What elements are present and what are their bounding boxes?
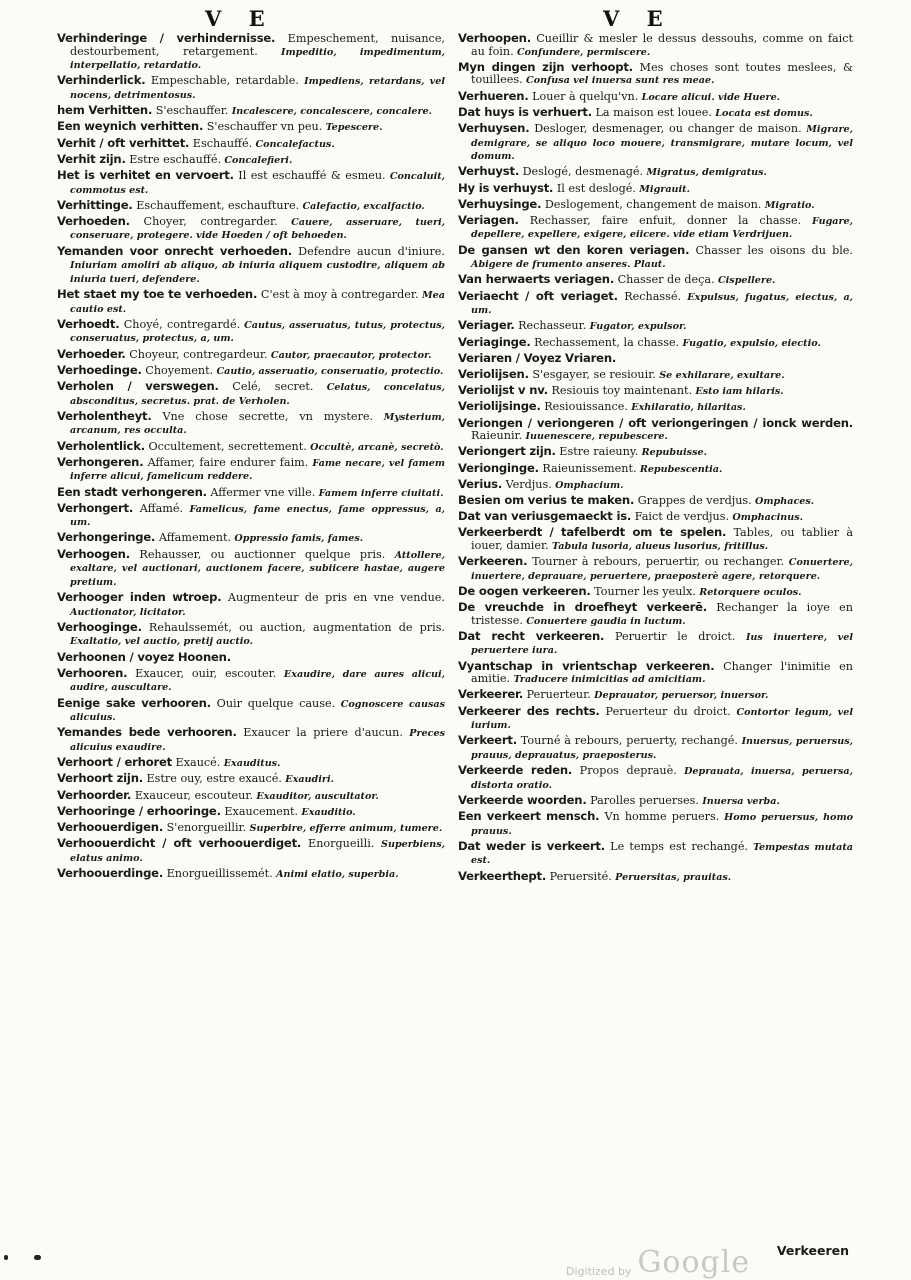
dictionary-entry	[57, 502, 445, 530]
latin-gloss: Confundere, permiscere.	[513, 46, 651, 58]
headword: Yemanden voor onrecht verhoeden.	[57, 243, 292, 258]
headword: hem Verhitten.	[57, 103, 153, 118]
dictionary-entry	[458, 417, 853, 444]
french-gloss: Exaucer, ouir, escouter.	[127, 666, 277, 680]
latin-gloss: Confusa vel inuersa sunt res meae.	[522, 75, 715, 87]
latin-gloss: Repubuisse.	[638, 447, 707, 459]
latin-gloss: Contortor legum, vel iurium.	[471, 706, 854, 732]
latin-gloss: Fugatio, expulsio, eiectio.	[679, 337, 821, 349]
latin-gloss: Exaltatio, vel auctio, pretij auctio.	[70, 636, 253, 648]
latin-gloss: Locata est domus.	[711, 107, 813, 119]
dictionary-entry	[57, 380, 445, 408]
dictionary-entry	[57, 364, 445, 379]
dictionary-entry	[458, 445, 853, 460]
dictionary-entry	[57, 821, 445, 836]
latin-gloss: Peruersitas, prauitas.	[611, 871, 732, 883]
digitized-prefix: Digitized by	[566, 1265, 632, 1278]
latin-gloss: Cispellere.	[714, 275, 776, 287]
headword: Verkeerthept.	[458, 868, 547, 883]
dictionary-entry	[458, 660, 853, 687]
french-gloss: Raieunissement.	[538, 461, 637, 475]
dictionary-entry	[57, 74, 445, 102]
catchword: Verkeeren	[776, 1243, 849, 1258]
headword: De gansen wt den koren veriagen.	[458, 242, 690, 257]
latin-gloss: Iuuenescere, repubescere.	[522, 431, 668, 443]
headword: Verhittinge.	[57, 197, 133, 212]
latin-gloss: Omphacinus.	[729, 512, 803, 524]
latin-gloss: Tempestas mutata est.	[471, 841, 853, 867]
french-gloss: S'eschauffer.	[152, 104, 229, 118]
dictionary-entry	[57, 456, 445, 484]
latin-gloss: Impeditio, impedimentum, interpellatio, retardatio.	[70, 46, 445, 72]
headword: Veriager.	[458, 318, 515, 333]
latin-gloss: Auctionator, licitator.	[70, 606, 186, 618]
latin-gloss: Calefactio, excalfactio.	[299, 200, 425, 212]
french-gloss: Raieunir.	[471, 429, 523, 443]
latin-gloss: Retorquere oculos.	[695, 586, 802, 598]
dictionary-entry	[57, 137, 445, 152]
french-gloss: Deslogé, desmenagé.	[519, 165, 644, 179]
french-gloss: S'eschauffer vn peu.	[203, 120, 323, 134]
headword: Verhoort zijn.	[57, 771, 143, 786]
dictionary-entry	[57, 348, 445, 363]
headword: Verhueren.	[458, 88, 529, 103]
french-gloss: Tables, ou tablier à iouer, damier.	[471, 526, 853, 552]
french-gloss: Changer l'inimitie en amitie.	[471, 659, 853, 686]
headword: Verholentlick.	[57, 438, 145, 453]
french-gloss: Le temps est rechangé.	[604, 839, 748, 853]
headword: Verius.	[458, 476, 503, 491]
headword: Verkeerberdt / tafelberdt om te spelen.	[458, 525, 727, 540]
dictionary-entry	[57, 837, 445, 865]
dictionary-entry	[458, 273, 853, 288]
latin-gloss: Mysterium, arcanum, res occulta.	[70, 411, 446, 437]
headword: Veriagen.	[458, 212, 519, 227]
french-gloss: Rehaulssemét, ou auction, augmentation de pris.	[141, 620, 445, 634]
dictionary-entry	[57, 120, 445, 135]
french-gloss: Affamé.	[133, 501, 184, 515]
latin-gloss: Attollere, exaltare, vel auctionari, auctionem facere, subiicere hastae, augere pretium.	[70, 549, 445, 588]
latin-gloss: Conuertere, inuertere, deprauare, peruertere, praeposterè agere, retorquere.	[471, 557, 853, 582]
headword: Het staet my toe te verhoeden.	[57, 287, 258, 302]
right-running-head: V E	[603, 6, 673, 31]
headword: Verhuysinge.	[458, 196, 542, 211]
latin-gloss: Locare alicui. vide Huere.	[638, 91, 781, 103]
headword: Verhoeder.	[57, 346, 126, 361]
french-gloss: Empeschement, nuisance, destourbement, retargement.	[70, 32, 445, 58]
headword: Veriongen / veriongeren / oft veriongeringen / ionck werden.	[458, 415, 853, 430]
latin-gloss: Abigere de frumento anseres. Plaut.	[471, 259, 666, 271]
latin-gloss: Migrare, demigrare, se aliquo loco mouere, transmigrare, mutare locum, vel domum.	[471, 123, 853, 163]
latin-gloss: Cautus, asseruatus, tutus, protectus, conseruatus, protectus, a, um.	[70, 319, 445, 345]
dictionary-entry	[458, 840, 853, 868]
french-gloss: Tourner à rebours, peruertir, ou rechanger.	[527, 555, 785, 569]
dictionary-entry	[458, 764, 853, 792]
french-gloss: Rehausser, ou auctionner quelque pris.	[129, 547, 386, 561]
french-gloss: Rechassement, la chasse.	[530, 335, 680, 349]
french-gloss: Exaucer la priere d'aucun.	[236, 726, 403, 740]
dictionary-entry	[57, 199, 445, 214]
french-gloss: Chasser les oisons du ble.	[689, 243, 853, 257]
french-gloss: Estre raieuny.	[555, 445, 639, 459]
headword: Eenige sake verhooren.	[57, 695, 211, 710]
headword: Vyantschap in vrientschap verkeeren.	[458, 658, 715, 673]
latin-gloss: Inuersa verba.	[698, 795, 780, 807]
headword: Verkeeren.	[458, 554, 528, 569]
french-gloss: Exauceur, escouteur.	[131, 788, 254, 802]
headword: Veriongert zijn.	[458, 444, 556, 459]
latin-gloss: Animi elatio, superbia.	[272, 868, 399, 880]
french-gloss: Empeschable, retardable.	[145, 74, 299, 88]
headword: Veriolijsinge.	[458, 399, 541, 414]
latin-gloss: Inuersus, peruersus, prauus, deprauatus, praeposterus.	[471, 736, 854, 761]
dictionary-entry	[458, 526, 853, 553]
headword: Verhuysen.	[458, 120, 530, 135]
dictionary-entry	[458, 290, 853, 318]
french-gloss: Vne chose secrette, vn mystere.	[151, 409, 374, 423]
french-gloss: Eschauffement, eschaufture.	[132, 198, 300, 212]
latin-gloss: Ius inuertere, vel peruertere iura.	[471, 631, 853, 657]
french-gloss: Exaucé.	[172, 756, 221, 770]
headword: Verionginge.	[458, 460, 539, 475]
headword: Verhooger inden wtroep.	[57, 590, 222, 605]
dictionary-entry	[57, 651, 445, 666]
dictionary-entry	[458, 165, 853, 180]
headword: Verhit zijn.	[57, 151, 126, 166]
latin-gloss: Exaudire, dare aures alicui, audire, auscultare.	[70, 668, 445, 694]
dictionary-entry	[57, 772, 445, 787]
french-gloss: Grappes de verdjus.	[634, 493, 752, 507]
dictionary-entry	[458, 122, 853, 164]
latin-gloss: Esto iam hilaris.	[692, 386, 784, 398]
dictionary-entry	[57, 667, 445, 695]
french-gloss: S'esgayer, se resiouir.	[528, 367, 656, 381]
headword: Van herwaerts veriagen.	[458, 272, 615, 287]
french-gloss: Celé, secret.	[218, 379, 314, 393]
dictionary-entry	[57, 591, 445, 619]
headword: Verhoouerdigen.	[57, 819, 164, 834]
headword: Dat weder is verkeert.	[458, 838, 605, 853]
french-gloss: Defendre aucun d'iniure.	[291, 244, 445, 258]
headword: Myn dingen zijn verhoopt.	[458, 59, 633, 74]
french-gloss: Choyé, contregardé.	[119, 317, 241, 331]
dictionary-entry	[458, 810, 853, 838]
latin-gloss: Deprauata, inuersa, peruersa, distorta oratio.	[471, 766, 853, 791]
french-gloss: S'enorgueillir.	[163, 820, 247, 834]
dictionary-entry	[57, 697, 445, 725]
dictionary-entry	[458, 585, 853, 600]
french-gloss: Tourné à rebours, peruerty, rechangé.	[516, 734, 738, 748]
latin-gloss: Oppressio famis, fames.	[231, 533, 364, 545]
dictionary-entry	[57, 410, 445, 438]
dictionary-entry	[458, 368, 853, 383]
french-gloss: Occultement, secrettement.	[144, 439, 307, 453]
latin-gloss: Iniuriam amoliri ab aliquo, ab iniuria aliquem custodire, aliquem ab iniuria tueri, defendere.	[70, 260, 445, 285]
french-gloss: Peruertir le droict.	[604, 629, 736, 643]
dictionary-entry	[458, 870, 853, 885]
french-gloss: Propos deprauè.	[572, 764, 677, 778]
headword: Verholentheyt.	[57, 408, 152, 423]
dictionary-entry	[458, 400, 853, 415]
latin-gloss: Exauditus.	[220, 758, 281, 770]
headword: Verkeerde reden.	[458, 763, 573, 778]
left-column	[57, 32, 445, 883]
headword: Een verkeert mensch.	[458, 809, 600, 824]
latin-gloss: Mea cautio est.	[70, 290, 445, 315]
headword: Verhinderinge / verhindernisse.	[57, 31, 276, 45]
dictionary-entry	[458, 61, 853, 88]
french-gloss: Peruerteur du droict.	[599, 704, 731, 718]
headword: Verkeert.	[458, 733, 517, 748]
headword: Verhoouerdicht / oft verhoouerdiget.	[57, 836, 302, 851]
headword: Veriaginge.	[458, 334, 531, 349]
french-gloss: Chasser de deça.	[614, 273, 715, 287]
latin-gloss: Superbiens, elatus animo.	[70, 839, 445, 864]
latin-gloss: Concalefieri.	[221, 154, 293, 166]
french-gloss: Affamer, faire endurer faim.	[143, 455, 309, 469]
latin-gloss: Concaluit, commotus est.	[70, 170, 445, 196]
dictionary-entry	[57, 867, 445, 882]
latin-gloss: Fugare, depellere, expellere, exigere, eiicere. vide etiam Verdrijuen.	[471, 215, 853, 241]
headword: Een weynich verhitten.	[57, 119, 204, 134]
latin-gloss: Se exhilarare, exultare.	[655, 369, 785, 381]
headword: Verhoedinge.	[57, 362, 142, 377]
french-gloss: Eschauffé.	[189, 136, 253, 150]
dictionary-entry	[57, 32, 445, 73]
dictionary-entry	[57, 726, 445, 754]
french-gloss: C'est à moy à contregarder.	[257, 288, 419, 302]
dictionary-entry	[57, 440, 445, 455]
french-gloss: Peruerteur.	[523, 688, 591, 702]
dictionary-entry	[57, 805, 445, 820]
headword: Verkeerde woorden.	[458, 792, 587, 807]
french-gloss: Louer à quelqu'vn.	[528, 89, 639, 103]
french-gloss: Exaucement.	[220, 804, 299, 818]
latin-gloss: Impediens, retardans, vel nocens, detrimentosus.	[70, 76, 446, 101]
french-gloss: Desloger, desmenager, ou changer de maison.	[529, 121, 802, 135]
dictionary-entry	[57, 153, 445, 168]
latin-gloss: Tepescere.	[322, 122, 383, 134]
french-gloss: Choyer, contregarder.	[129, 214, 278, 228]
headword: Dat huys is verhuert.	[458, 104, 592, 119]
dictionary-entry	[458, 510, 853, 525]
latin-gloss: Expulsus, fugatus, eiectus, a, um.	[471, 291, 853, 317]
dictionary-entry	[458, 319, 853, 334]
headword: Veriaren / Voyez Vriaren.	[458, 350, 617, 365]
latin-gloss: Exhilaratio, hilaritas.	[627, 402, 746, 414]
headword: Yemandes bede verhooren.	[57, 725, 237, 740]
latin-gloss: Celatus, concelatus, absconditus, secretus. prat. de Verholen.	[70, 381, 445, 407]
dictionary-entry	[458, 688, 853, 703]
headword: Het is verhitet en vervoert.	[57, 167, 234, 182]
dictionary-entry	[458, 555, 853, 583]
french-gloss: Tourner les yeulx.	[590, 584, 696, 598]
latin-gloss: Preces alicuius exaudire.	[70, 728, 445, 753]
dictionary-entry	[57, 245, 445, 287]
headword: Verhoort / erhoret	[57, 755, 172, 770]
latin-gloss: Famem inferre ciuitati.	[315, 487, 444, 499]
latin-gloss: Omphaces.	[751, 495, 815, 507]
dictionary-entry	[458, 494, 853, 509]
dictionary-entry	[458, 734, 853, 762]
french-gloss: Cueillir & mesler le dessus dessouhs, comme on faict au foin.	[471, 32, 853, 58]
headword: De vreuchde in droefheyt verkeerē.	[458, 600, 708, 614]
ink-mark	[34, 1255, 41, 1260]
latin-gloss: Fame necare, vel famem inferre alicui, famelicum reddere.	[70, 457, 445, 483]
latin-gloss: Occultè, arcanè, secretò.	[306, 441, 444, 453]
headword: Verhooginge.	[57, 619, 142, 634]
headword: Veriolijsen.	[458, 366, 529, 381]
headword: Verhuyst.	[458, 164, 520, 179]
headword: Een stadt verhongeren.	[57, 484, 207, 499]
dictionary-entry	[458, 384, 853, 399]
dictionary-entry	[57, 756, 445, 771]
headword: Verhooringe / erhooringe.	[57, 803, 221, 818]
french-gloss: Mes choses sont toutes meslees, & touillees.	[471, 60, 853, 87]
headword: Verhinderlick.	[57, 73, 146, 88]
french-gloss: Choyement.	[141, 363, 214, 377]
dictionary-entry	[458, 244, 853, 272]
headword: Verhoonen / voyez Hoonen.	[57, 649, 231, 664]
latin-gloss: Exaudiri.	[281, 774, 334, 786]
latin-gloss: Tabula lusoria, alueus lusorius, fritillus.	[548, 540, 769, 552]
french-gloss: Rechasseur.	[514, 319, 587, 333]
dictionary-entry	[458, 106, 853, 121]
french-gloss: Choyeur, contregardeur.	[125, 347, 268, 361]
french-gloss: Rechassé.	[617, 289, 682, 303]
french-gloss: Ouir quelque cause.	[210, 696, 336, 710]
french-gloss: Il est eschauffé & esmeu.	[233, 168, 386, 182]
dictionary-entry	[57, 531, 445, 546]
latin-gloss: Homo peruersus, homo prauus.	[471, 812, 853, 837]
french-gloss: Rechasser, faire enfuit, donner la chasse.	[518, 213, 802, 227]
latin-gloss: Exauditio.	[298, 806, 356, 818]
headword: Veriaecht / oft veriaget.	[458, 288, 618, 303]
dictionary-entry	[57, 548, 445, 590]
dictionary-entry	[458, 32, 853, 59]
french-gloss: Vn homme peruers.	[599, 810, 720, 824]
headword: Verhooren.	[57, 665, 128, 680]
dictionary-entry	[458, 90, 853, 105]
headword: De oogen verkeeren.	[458, 583, 591, 598]
google-logo: Google	[637, 1245, 751, 1280]
dictionary-entry	[57, 789, 445, 804]
french-gloss: Affamement.	[155, 531, 232, 545]
latin-gloss: Exauditor, auscultator.	[253, 790, 379, 802]
french-gloss: Deslogement, changement de maison.	[541, 197, 762, 211]
french-gloss: Affermer vne ville.	[206, 485, 316, 499]
dictionary-entry	[57, 318, 445, 346]
french-gloss: Estre eschauffé.	[125, 152, 222, 166]
french-gloss: Augmenteur de pris en vne vendue.	[221, 591, 445, 605]
latin-gloss: Traducere inimicitias ad amicitiam.	[510, 674, 706, 686]
headword: Verhongeren.	[57, 454, 144, 469]
headword: Verhoeden.	[57, 213, 130, 228]
dictionary-entry	[458, 630, 853, 658]
latin-gloss: Migratio.	[761, 199, 815, 211]
latin-gloss: Famelicus, fame enectus, fame oppressus, a, um.	[70, 503, 446, 529]
french-gloss: Resiouissance.	[540, 400, 628, 414]
latin-gloss: Cautio, asseruatio, conseruatio, protectio.	[213, 365, 444, 377]
headword: Verhoorder.	[57, 787, 132, 802]
latin-gloss: Fugator, expulsor.	[586, 321, 687, 333]
headword: Verhoopen.	[458, 31, 531, 45]
latin-gloss: Migratus, demigratus.	[643, 167, 767, 179]
digitized-watermark	[566, 1245, 751, 1280]
latin-gloss: Omphacium.	[551, 479, 624, 491]
headword: Dat van veriusgemaeckt is.	[458, 509, 632, 524]
right-column	[458, 32, 853, 886]
dictionary-entry	[57, 486, 445, 501]
dictionary-entry	[57, 215, 445, 243]
dictionary-entry	[458, 352, 853, 367]
french-gloss: Rechanger la ioye en tristesse.	[471, 601, 853, 627]
french-gloss: Enorgueillissemét.	[163, 866, 273, 880]
latin-gloss: Concalefactus.	[252, 138, 335, 150]
french-gloss: Peruersité.	[546, 869, 612, 883]
headword: Besien om verius te maken.	[458, 492, 635, 507]
dictionary-entry	[458, 705, 853, 733]
latin-gloss: Cognoscere causas alicuius.	[70, 698, 445, 724]
headword: Verhoouerdinge.	[57, 865, 164, 880]
french-gloss: Resiouis toy maintenant.	[547, 384, 693, 398]
dictionary-entry	[458, 794, 853, 809]
headword: Verhongeringe.	[57, 530, 156, 545]
dictionary-entry	[458, 336, 853, 351]
headword: Verkeerer des rechts.	[458, 703, 600, 718]
left-running-head: V E	[205, 6, 275, 31]
dictionary-entry	[57, 169, 445, 197]
latin-gloss: Migrauit.	[635, 183, 690, 195]
french-gloss: Verdjus.	[502, 477, 552, 491]
latin-gloss: Cautor, praecautor, protector.	[267, 349, 432, 361]
headword: Verhoedt.	[57, 316, 120, 331]
dictionary-entry	[57, 288, 445, 316]
ink-mark	[4, 1255, 8, 1260]
dictionary-entry	[57, 104, 445, 119]
latin-gloss: Conuertere gaudia in luctum.	[522, 615, 686, 627]
latin-gloss: Repubescentia.	[636, 463, 723, 475]
french-gloss: Il est deslogé.	[553, 181, 636, 195]
french-gloss: Enorgueilli.	[301, 837, 375, 851]
dictionary-entry	[458, 462, 853, 477]
latin-gloss: Cauere, asseruare, tueri, conseruare, protegere. vide Hoeden / oft behoeden.	[70, 216, 445, 242]
headword: Verhit / oft verhittet.	[57, 135, 190, 150]
french-gloss: Parolles peruerses.	[586, 793, 699, 807]
headword: Hy is verhuyst.	[458, 180, 554, 195]
dictionary-entry	[57, 621, 445, 649]
latin-gloss: Incalescere, concalescere, concalere.	[228, 106, 432, 118]
dictionary-entry	[458, 601, 853, 628]
headword: Verhoogen.	[57, 546, 130, 561]
latin-gloss: Superbire, efferre animum, tumere.	[246, 822, 443, 834]
dictionary-entry	[458, 198, 853, 213]
french-gloss: La maison est louee.	[591, 105, 712, 119]
french-gloss: Faict de verdjus.	[631, 510, 730, 524]
french-gloss: Estre ouy, estre exaucé.	[142, 772, 282, 786]
headword: Veriolijst v nv.	[458, 383, 548, 398]
headword: Verholen / verswegen.	[57, 378, 219, 393]
dictionary-entry	[458, 478, 853, 493]
dictionary-entry	[458, 182, 853, 197]
headword: Dat recht verkeeren.	[458, 628, 605, 643]
latin-gloss: Deprauator, peruersor, inuersor.	[590, 690, 769, 702]
headword: Verhongert.	[57, 500, 134, 515]
headword: Verkeerer.	[458, 687, 524, 702]
dictionary-entry	[458, 214, 853, 242]
